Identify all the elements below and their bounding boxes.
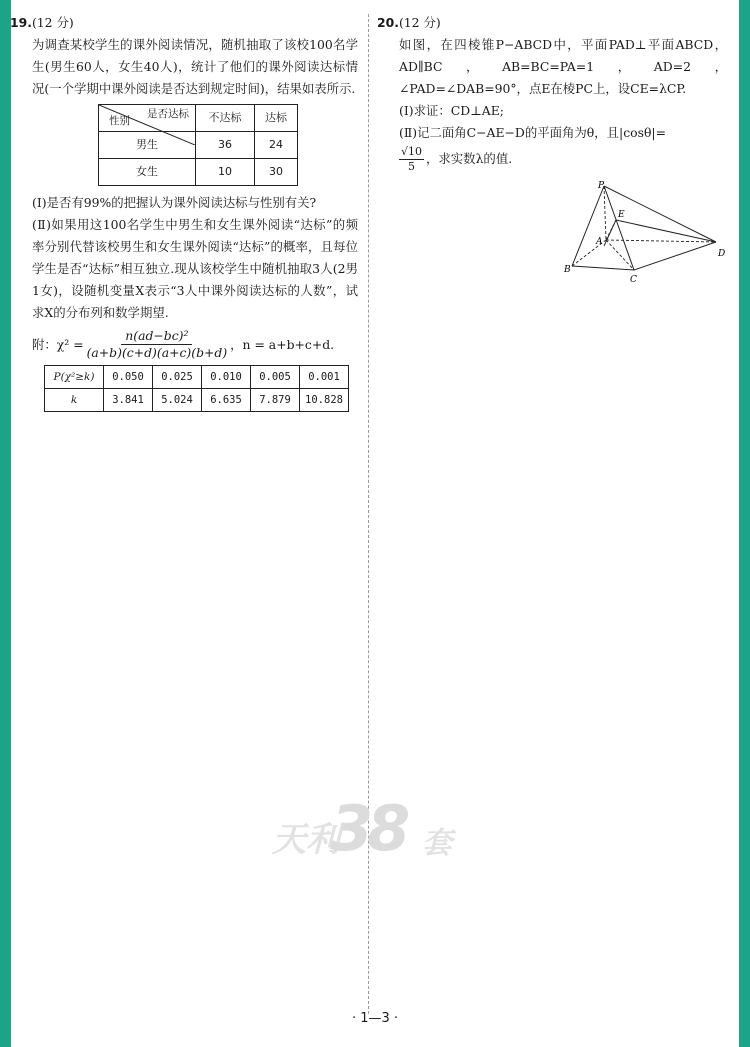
ref-cell: 6.635 (202, 389, 251, 412)
row-label: 女生 (99, 159, 196, 186)
cell-value: 36 (196, 132, 255, 159)
q20-heading (377, 12, 727, 34)
cell-value: 24 (255, 132, 298, 159)
watermark-text-b: 38 (330, 792, 405, 865)
formula-numerator: n(ad−bc)² (121, 328, 192, 345)
q19-reference-table (44, 365, 349, 412)
formula-denominator: (a+b)(c+d)(a+c)(b+d) (86, 345, 228, 360)
table-row (99, 159, 298, 186)
watermark-logo (272, 792, 472, 865)
col-header-met: 达标 (255, 105, 298, 132)
q20-stem: 如图，在四棱锥P−ABCD中，平面PAD⊥平面ABCD，AD∥BC，AB=BC=PA=1，AD=2，∠PAD=∠DAB=90°，点E在棱PC上，设CE=λCP. (399, 37, 727, 96)
ref-cell: 0.025 (153, 366, 202, 389)
label-A: A (596, 237, 603, 247)
table-row (45, 366, 349, 389)
ref-cell: 0.001 (300, 366, 349, 389)
ref-cell: 0.005 (251, 366, 300, 389)
q19-heading (10, 12, 358, 34)
formula-fraction (87, 328, 228, 361)
right-border-strip (739, 0, 750, 1047)
cos-fraction (399, 144, 424, 174)
ref-cell: 0.010 (202, 366, 251, 389)
label-P: P (598, 181, 605, 191)
row-label: 男生 (99, 132, 196, 159)
question-20 (377, 12, 727, 174)
q20-part2-cont (377, 144, 727, 174)
q19-part2: (Ⅱ)如果用这100名学生中男生和女生课外阅读“达标”的频率分别代替该校男生和女生课外阅读“达标”的概率，且每位学生是否“达标”相互独立.现从该校学生中随机抽取3人(2男1女)，设随机变量X表示“3人中课外阅读达标的人数”，试求X的分布列和数学期望. (32, 217, 358, 320)
page-number: · 1—3 · (351, 1011, 399, 1026)
label-B: B (564, 265, 571, 275)
q19-data-table (98, 104, 298, 186)
label-D: D (718, 249, 726, 259)
cos-fraction-denominator: 5 (408, 160, 415, 173)
cell-value: 10 (196, 159, 255, 186)
table-corner-cell (99, 105, 196, 132)
label-E: E (618, 210, 625, 220)
cell-value: 30 (255, 159, 298, 186)
q19-stem: 为调查某校学生的课外阅读情况，随机抽取了该校100名学生(男生60人，女生40人)，统计了他们的课外阅读达标情况(一个学期中课外阅读是否达到规定时间)，结果如表所示. (32, 37, 358, 96)
pyramid-figure (558, 180, 738, 290)
col-header-not-met: 不达标 (196, 105, 255, 132)
cos-fraction-numerator: √10 (401, 145, 423, 158)
ref-cell: 5.024 (153, 389, 202, 412)
ref-cell: 3.841 (104, 389, 153, 412)
formula-prefix: 附：χ² = (32, 336, 84, 352)
table-row (45, 389, 349, 412)
q20-part2-tail: ，求实数λ的值. (426, 151, 513, 166)
q19-number: 19. (10, 15, 32, 30)
q19-formula (10, 328, 358, 361)
watermark-text-c: 套 (422, 826, 452, 861)
q20-part2: (Ⅱ)记二面角C−AE−D的平面角为θ，且|cosθ|= (399, 125, 666, 140)
ref-cell: 7.879 (251, 389, 300, 412)
question-19 (10, 12, 358, 412)
ref-cell: 10.828 (300, 389, 349, 412)
formula-suffix: ，n = a+b+c+d. (230, 336, 335, 352)
q19-part1: (Ⅰ)是否有99%的把握认为课外阅读达标与性别有关? (32, 195, 317, 210)
label-C: C (630, 275, 637, 285)
q20-part1: (Ⅰ)求证：CD⊥AE; (399, 103, 504, 118)
q20-points: (12 分) (398, 15, 441, 30)
q19-points: (12 分) (31, 15, 74, 30)
corner-top-label: 是否达标 (147, 108, 189, 120)
watermark-text-a: 天利 (272, 820, 340, 860)
ref-cell: 0.050 (104, 366, 153, 389)
ref-row1-label: P(χ²≥k) (45, 366, 104, 389)
corner-bottom-label: 性别 (109, 115, 130, 127)
ref-row2-label: k (45, 389, 104, 412)
q20-number: 20. (377, 15, 399, 30)
pyramid-diagram (558, 180, 738, 290)
